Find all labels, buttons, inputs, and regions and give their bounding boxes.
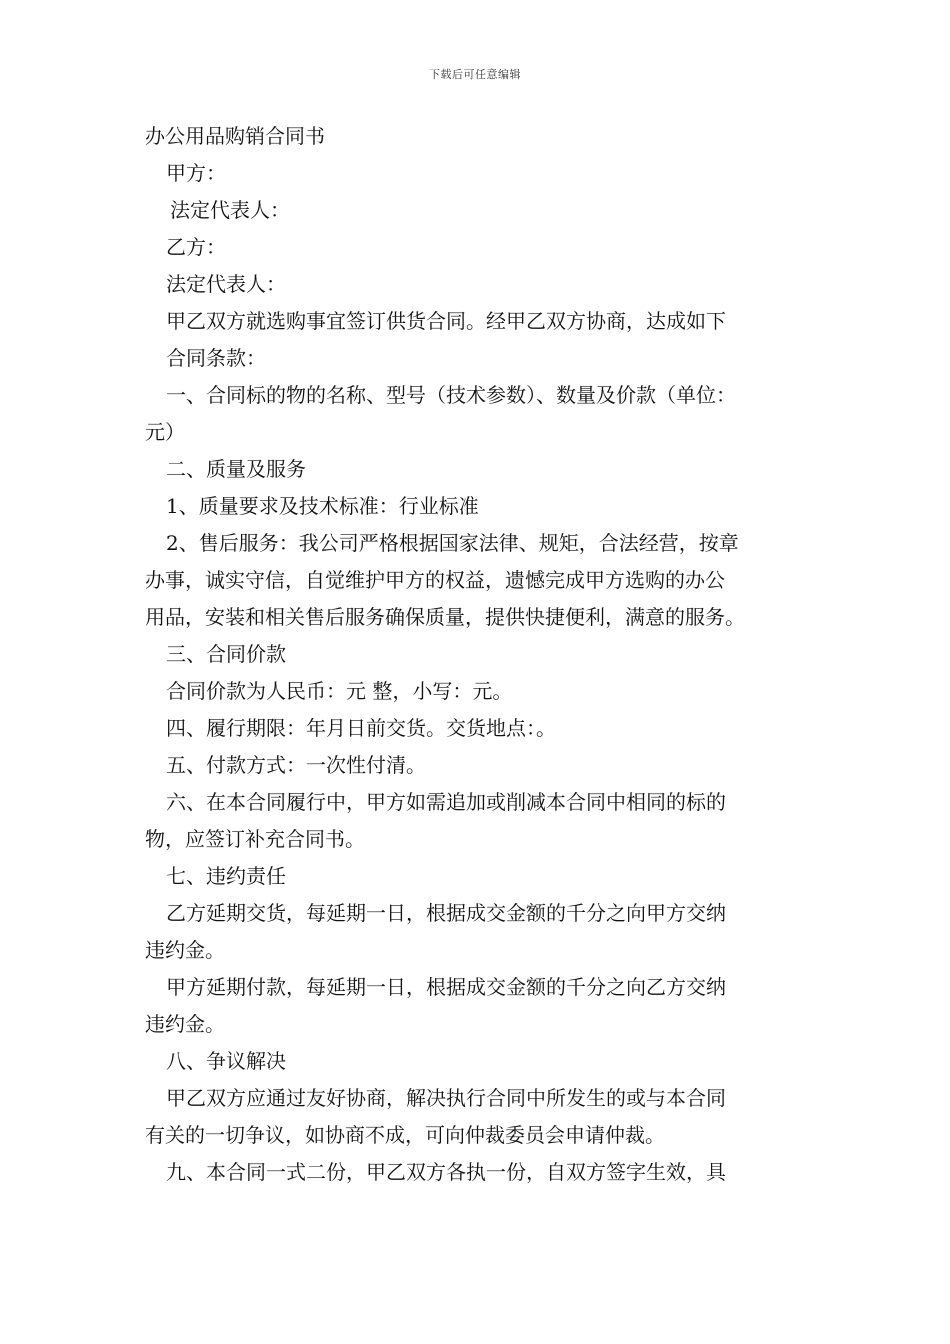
intro-line-2: 合同条款： [166, 346, 266, 370]
clause-7-paragraph-2-line-2: 违约金。 [145, 1012, 225, 1036]
clause-1-line-1: 一、合同标的物的名称、型号（技术参数）、数量及价款（单位： [166, 383, 736, 407]
clause-2-title: 二、质量及服务 [166, 457, 306, 481]
clause-6-line-2: 物，应签订补充合同书。 [145, 827, 365, 851]
page-header-note: 下载后可任意编辑 [429, 68, 521, 81]
clause-7-paragraph-1-line-2: 违约金。 [145, 938, 225, 962]
clause-7-title: 七、违约责任 [166, 864, 286, 888]
clause-3-title: 三、合同价款 [166, 642, 286, 666]
clause-1-line-2: 元） [145, 420, 185, 444]
clause-6-line-1: 六、在本合同履行中，甲方如需追加或削减本合同中相同的标的 [166, 790, 726, 814]
clause-2-item-2-line-2: 办事，诚实守信，自觉维护甲方的权益，遗憾完成甲方选购的办公 [145, 568, 725, 592]
document-title: 办公用品购销合同书 [145, 124, 325, 148]
clause-8-line-2: 有关的一切争议，如协商不成，可向仲裁委员会申请仲裁。 [145, 1123, 665, 1147]
clause-2-item-1: 1、质量要求及技术标准：行业标准 [166, 494, 479, 518]
party-b-label: 乙方： [166, 235, 226, 259]
party-a-label: 甲方： [166, 161, 226, 185]
clause-7-paragraph-2-line-1: 甲方延期付款，每延期一日，根据成交金额的千分之向乙方交纳 [166, 975, 726, 999]
clause-8-line-1: 甲乙双方应通过友好协商，解决执行合同中所发生的或与本合同 [166, 1086, 726, 1110]
clause-5: 五、付款方式：一次性付清。 [166, 753, 426, 777]
clause-7-paragraph-1-line-1: 乙方延期交货，每延期一日，根据成交金额的千分之向甲方交纳 [166, 901, 726, 925]
clause-2-item-2-line-3: 用品，安装和相关售后服务确保质量，提供快捷便利，满意的服务。 [145, 605, 745, 629]
clause-2-item-2-line-1: 2、售后服务：我公司严格根据国家法律、规矩，合法经营，按章 [166, 531, 739, 555]
party-a-representative: 法定代表人： [170, 198, 290, 222]
contract-body [145, 118, 813, 1191]
clause-3-text: 合同价款为人民币：元 整，小写：元。 [166, 679, 513, 703]
clause-4: 四、履行期限：年月日前交货。交货地点：。 [166, 716, 556, 740]
party-b-representative: 法定代表人： [166, 272, 286, 296]
clause-8-title: 八、争议解决 [166, 1049, 286, 1073]
intro-line-1: 甲乙双方就选购事宜签订供货合同。经甲乙双方协商，达成如下 [166, 309, 726, 333]
clause-9-line-1: 九、本合同一式二份，甲乙双方各执一份，自双方签字生效，具 [166, 1160, 726, 1184]
